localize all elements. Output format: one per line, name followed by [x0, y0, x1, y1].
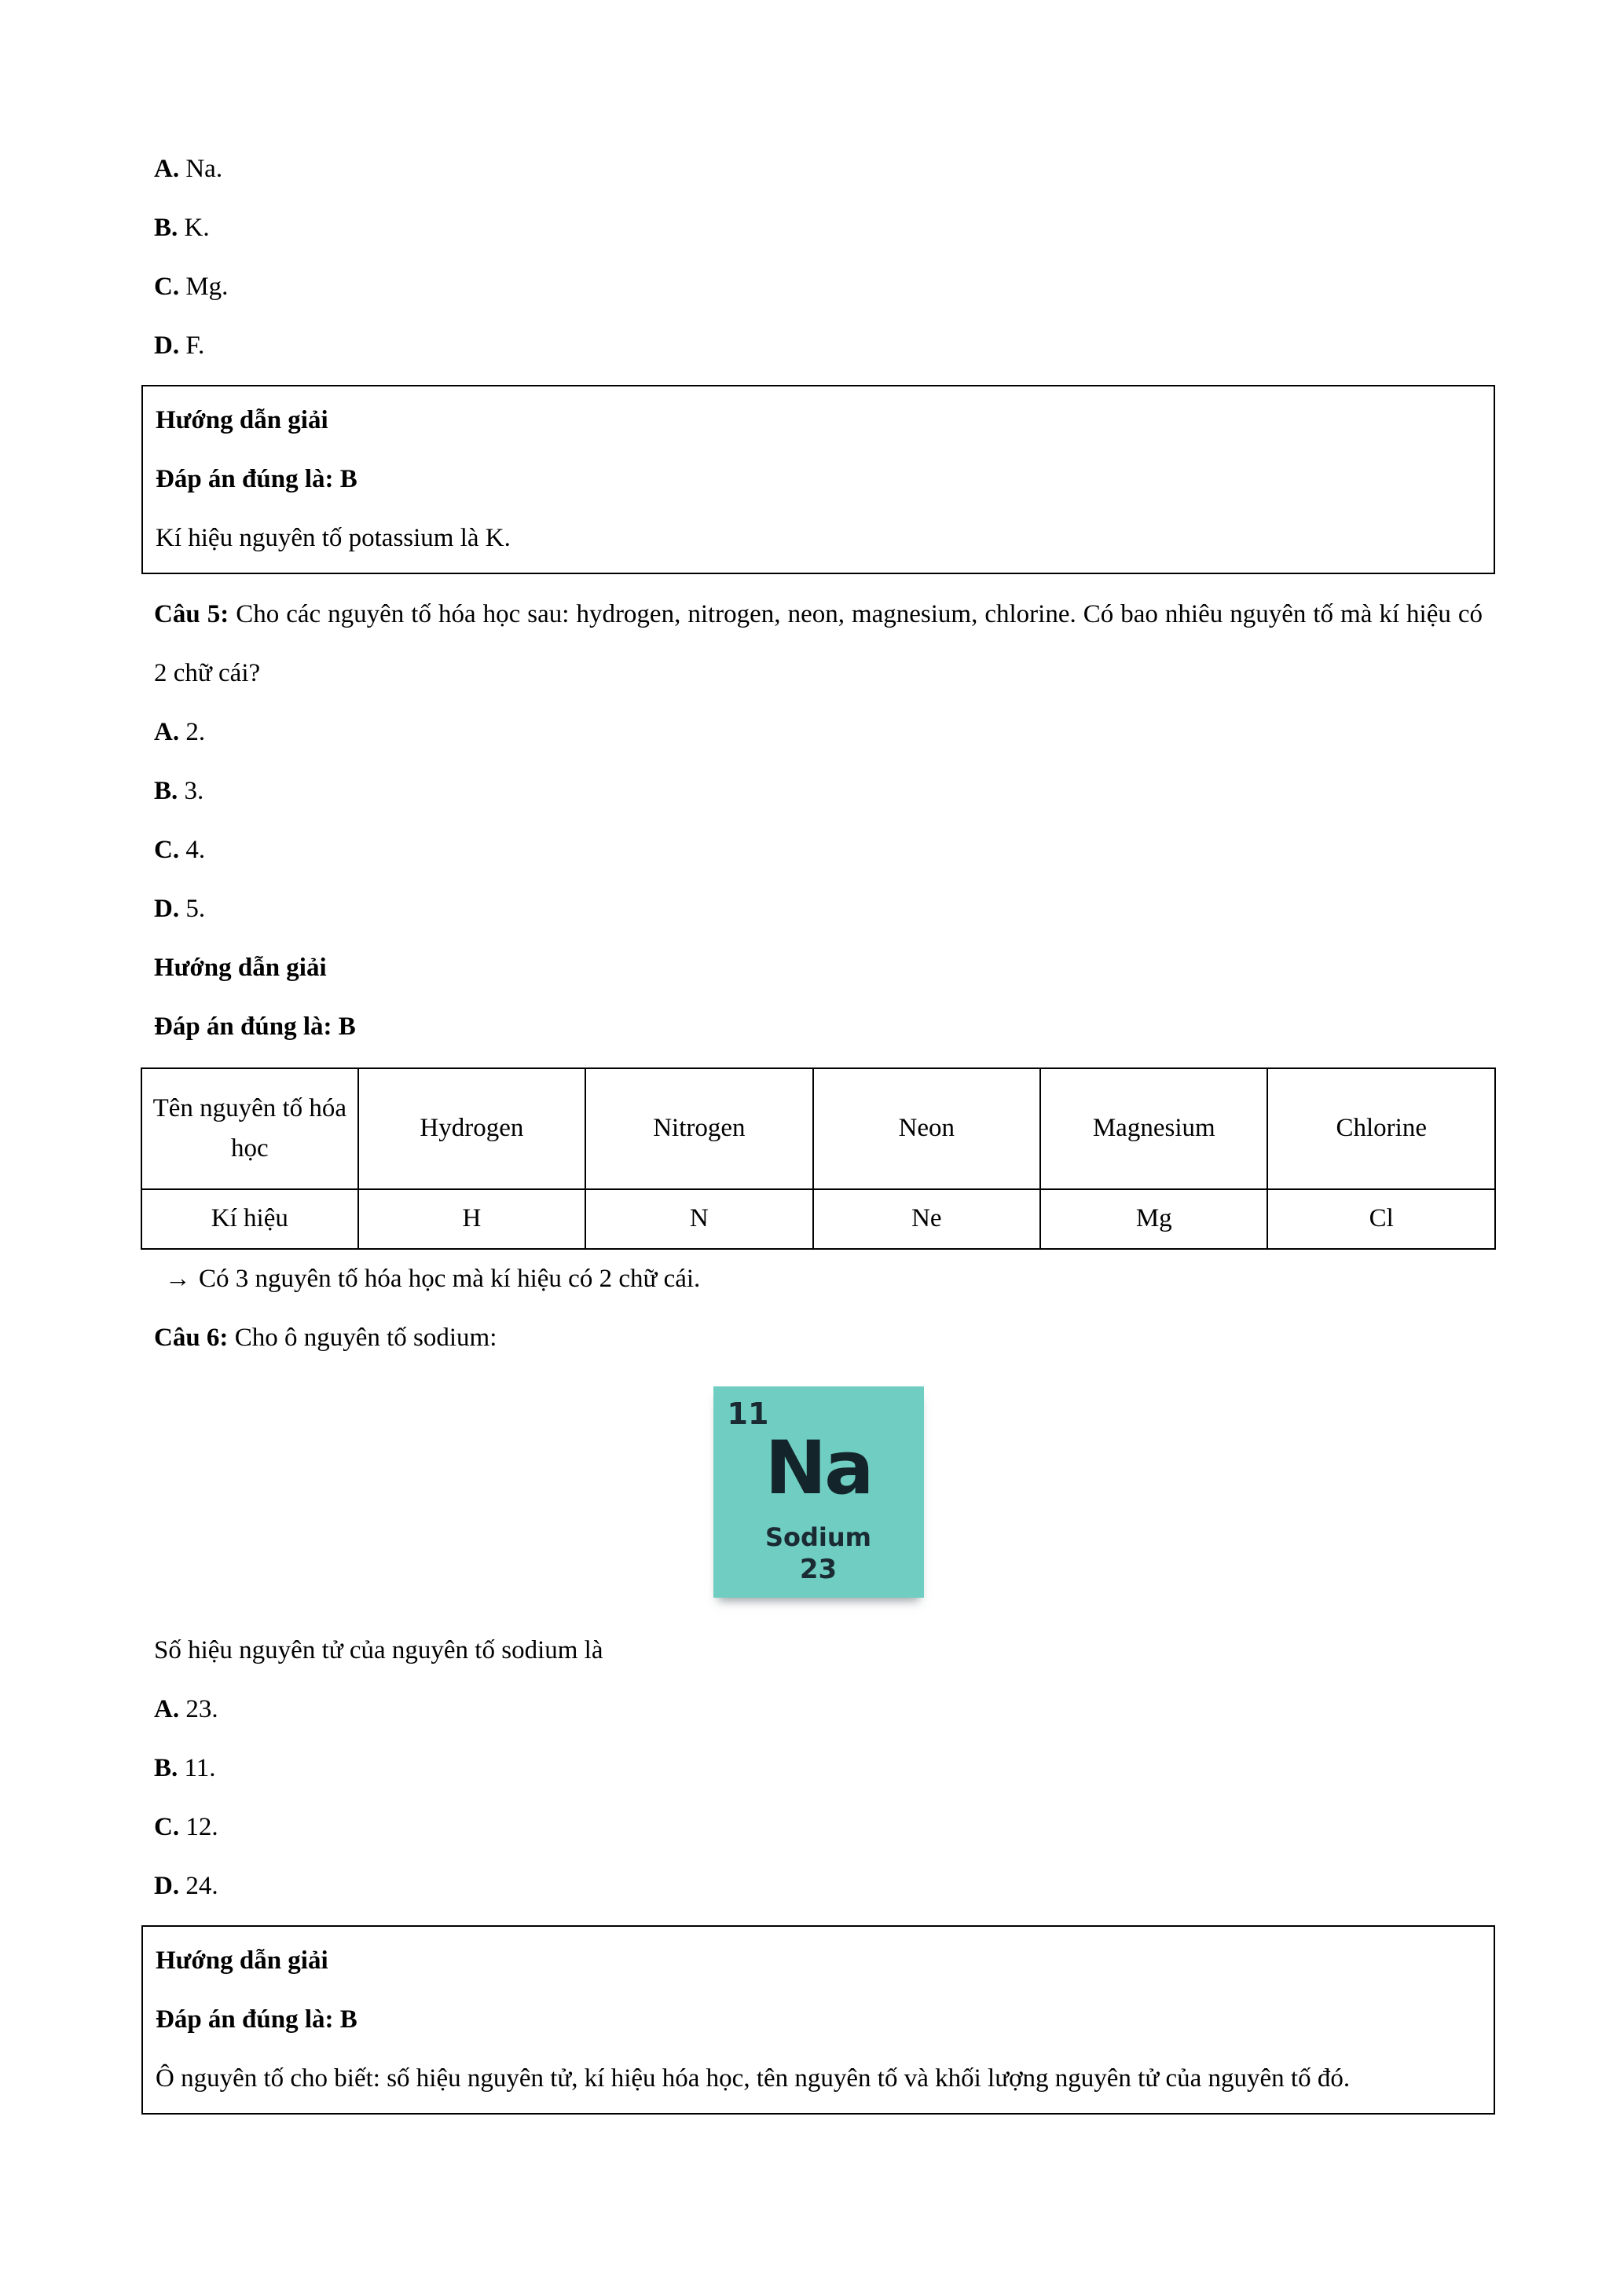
q4-solution-box — [141, 385, 1495, 574]
q6-solution-box — [141, 1925, 1495, 2115]
q4-option-b — [154, 199, 1483, 258]
elements-table — [141, 1067, 1496, 1250]
option-text: 3. — [184, 777, 204, 805]
q6-label: Câu 6: — [154, 1324, 229, 1352]
option-label: D. — [154, 1871, 180, 1900]
option-text: Na. — [185, 155, 223, 183]
q5-solution-answer: Đáp án đúng là: B — [154, 1013, 356, 1041]
right-arrow-icon: → — [165, 1265, 191, 1293]
option-label: B. — [154, 777, 178, 805]
option-text: 23. — [185, 1694, 218, 1723]
element-symbol: Na — [764, 1426, 872, 1511]
q6-prompt: Số hiệu nguyên tử của nguyên tố sodium là — [154, 1635, 603, 1664]
q4-option-c — [154, 258, 1483, 317]
q5-option-c — [154, 821, 1483, 880]
q5-option-a — [154, 703, 1483, 762]
option-text: 2. — [185, 718, 206, 746]
option-label: C. — [154, 273, 180, 301]
solution-answer: Đáp án đúng là: B — [156, 465, 357, 493]
q6-question — [154, 1309, 1483, 1368]
element-name: Sodium — [764, 1522, 872, 1552]
option-label: A. — [154, 718, 180, 746]
q6-option-c — [154, 1798, 1483, 1857]
option-label: C. — [154, 1812, 180, 1841]
atomic-number: 11 — [727, 1397, 769, 1431]
table-cell-nitrogen: Nitrogen — [585, 1068, 812, 1189]
q5-option-d — [154, 880, 1483, 939]
table-cell-symbol-n: N — [585, 1189, 812, 1249]
option-label: B. — [154, 214, 178, 242]
conclusion-text: Có 3 nguyên tố hóa học mà kí hiệu có 2 chữ cái. — [199, 1265, 701, 1293]
table-cell-magnesium: Magnesium — [1040, 1068, 1267, 1189]
q5-label: Câu 5: — [154, 600, 229, 628]
table-cell-symbol-cl: Cl — [1267, 1189, 1495, 1249]
option-label: B. — [154, 1753, 178, 1782]
q6-option-b — [154, 1739, 1483, 1798]
option-text: Mg. — [185, 273, 229, 301]
option-text: F. — [185, 331, 205, 360]
q6-option-d — [154, 1857, 1483, 1916]
option-text: 24. — [185, 1871, 218, 1900]
option-text: 4. — [185, 836, 206, 864]
table-cell-element-name-header: Tên nguyên tố hóa học — [141, 1068, 358, 1189]
option-label: D. — [154, 331, 180, 360]
element-mass: 23 — [799, 1553, 838, 1585]
q5-option-b — [154, 762, 1483, 821]
q5-solution-title: Hướng dẫn giải — [154, 954, 327, 982]
element-card-sodium — [713, 1386, 924, 1598]
table-cell-chlorine: Chlorine — [1267, 1068, 1495, 1189]
table-cell-symbol-h: H — [358, 1189, 585, 1249]
table-header-row — [141, 1068, 1495, 1189]
table-cell-neon: Neon — [813, 1068, 1040, 1189]
option-text: K. — [184, 214, 210, 242]
option-text: 5. — [185, 895, 206, 923]
option-label: C. — [154, 836, 180, 864]
table-cell-hydrogen: Hydrogen — [358, 1068, 585, 1189]
table-cell-symbol-ne: Ne — [813, 1189, 1040, 1249]
element-card-container — [154, 1386, 1483, 1598]
q6-option-a — [154, 1680, 1483, 1739]
q4-option-a — [154, 140, 1483, 199]
q4-option-d — [154, 317, 1483, 375]
option-text: 12. — [185, 1812, 218, 1841]
table-cell-symbol-mg: Mg — [1040, 1189, 1267, 1249]
table-cell-symbol-header: Kí hiệu — [141, 1189, 358, 1249]
solution-explanation: Kí hiệu nguyên tố potassium là K. — [156, 524, 511, 552]
option-label: D. — [154, 895, 180, 923]
solution-title: Hướng dẫn giải — [156, 1946, 328, 1975]
option-label: A. — [154, 1694, 180, 1723]
table-symbol-row — [141, 1189, 1495, 1249]
q5-text: Cho các nguyên tố hóa học sau: hydrogen, nitrogen, neon, magnesium, chlorine. Có bao nhiêu nguyên tố mà kí hiệu có 2 chữ cái? — [154, 600, 1483, 687]
q5-question — [154, 585, 1483, 703]
q6-text: Cho ô nguyên tố sodium: — [234, 1324, 497, 1352]
solution-explanation: Ô nguyên tố cho biết: số hiệu nguyên tử, kí hiệu hóa học, tên nguyên tố và khối lượng nguyên tử của nguyên tố đó. — [156, 2063, 1351, 2093]
solution-answer: Đáp án đúng là: B — [156, 2005, 357, 2034]
q5-conclusion — [154, 1250, 1483, 1309]
option-label: A. — [154, 155, 180, 183]
option-text: 11. — [184, 1753, 216, 1782]
solution-title: Hướng dẫn giải — [156, 406, 328, 434]
